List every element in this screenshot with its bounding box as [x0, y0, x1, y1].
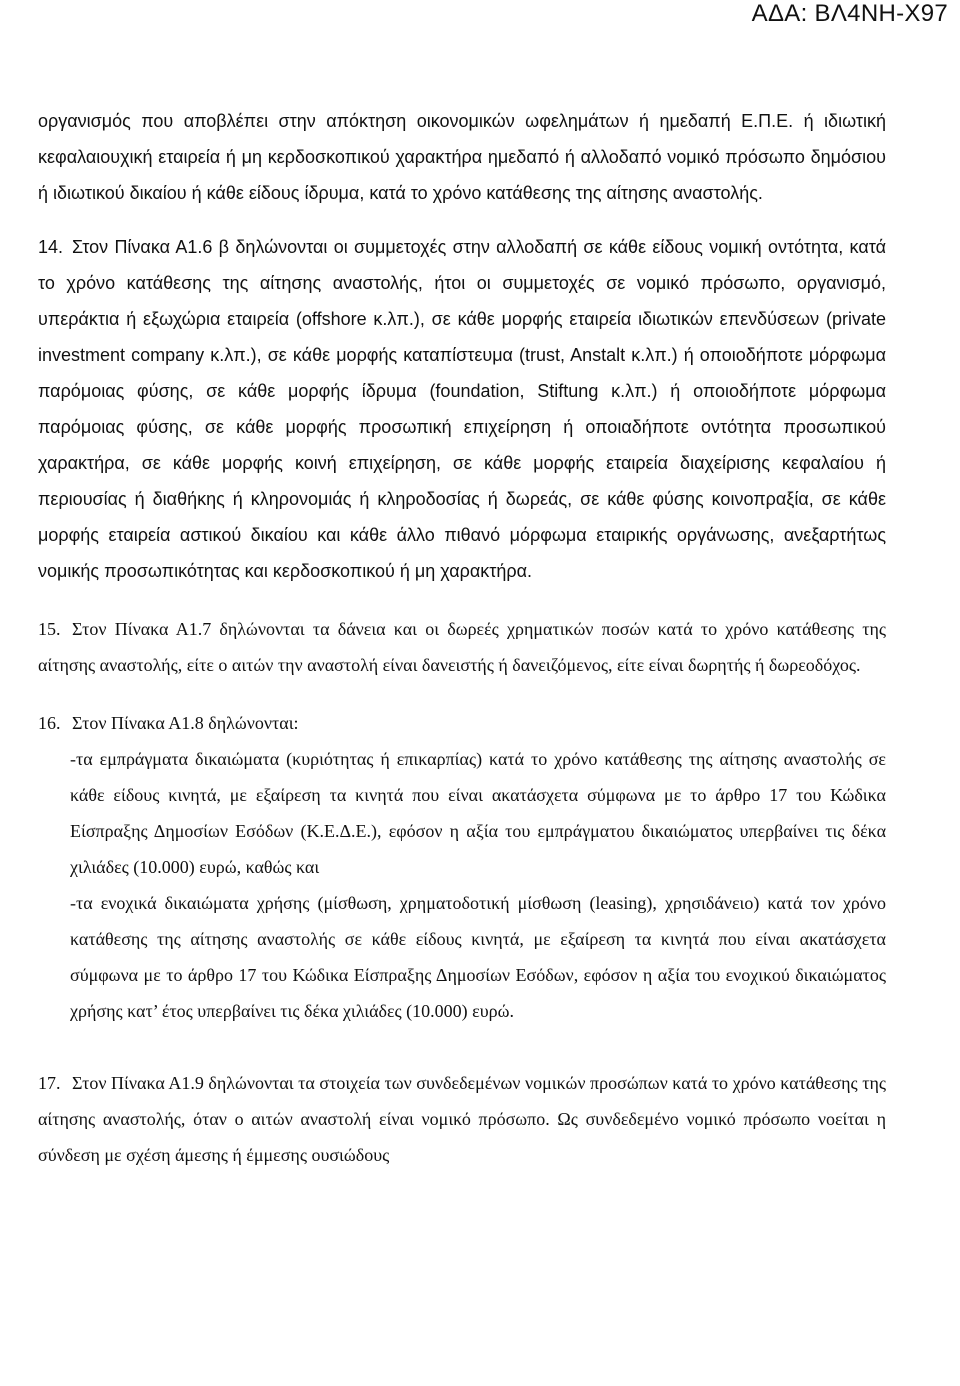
- paragraph-16: [38, 705, 886, 741]
- paragraph-14-text: Στον Πίνακα Α1.6 β δηλώνονται οι συμμετοχές στην αλλοδαπή σε κάθε είδους νομική οντότητα, κατά το χρόνο κατάθεσης της αίτησης αναστολής, ήτοι οι συμμετοχές σε νομικό πρόσωπο, οργανισμό, υπεράκτια ή εξωχώρια εταιρεία (offshore κ.λπ.), σε κάθε μορφής εταιρεία ιδιωτικών επενδύσεων (private investment company κ.λπ.), σε κάθε μορφής καταπίστευμα (trust, Anstalt κ.λπ.) ή οποιοδήποτε μόρφωμα παρόμοιας φύσης, σε κάθε μορφής ίδρυμα (foundation, Stiftung κ.λπ.) ή οποιοδήποτε μόρφωμα παρόμοιας φύσης, σε κάθε μορφής προσωπική επιχείρηση ή οποιαδήποτε οντότητα προσωπικού χαρακτήρα, σε κάθε μορφής κοινή επιχείρηση, σε κάθε μορφής εταιρεία διαχείρισης κεφαλαίου ή περιουσίας ή διαθήκης ή κληρονομιάς ή κληροδοσίας ή δωρεάς, σε κάθε φύσης κοινοπραξία, σε κάθε μορφής εταιρεία αστικού δικαίου και κάθε άλλο πιθανό μόρφωμα εταιρικής οργάνωσης, ανεξαρτήτως νομικής προσωπικότητας και κερδοσκοπικού ή μη χαρακτήρα.: [38, 237, 886, 581]
- document-ada-code: ΑΔΑ: ΒΛ4ΝΗ-Χ97: [751, 0, 948, 27]
- paragraph-16-item-contractual-rights: -τα ενοχικά δικαιώματα χρήσης (μίσθωση, χρηματοδοτική μίσθωση (leasing), χρησιδάνειο) κατά τον χρόνο κατάθεσης της αίτησης αναστολής σε κάθε είδους κινητά, με εξαίρεση τα κινητά που είναι ακατάσχετα σύμφωνα με το άρθρο 17 του Κώδικα Είσπραξης Δημοσίων Εσόδων, εφόσον η αξία του ενοχικού δικαιώματος χρήσης κατ’ έτος υπερβαίνει τις δέκα χιλιάδες (10.000) ευρώ.: [70, 893, 886, 1021]
- paragraph-17-text: Στον Πίνακα Α1.9 δηλώνονται τα στοιχεία των συνδεδεμένων νομικών προσώπων κατά το χρόνο κατάθεσης της αίτησης αναστολής, όταν ο αιτών αναστολή είναι νομικό πρόσωπο. Ως συνδεδεμένο νομικό πρόσωπο νοείται η σύνδεση με σχέση άμεσης ή έμμεσης ουσιώδους: [38, 1073, 886, 1165]
- document-body: [38, 103, 886, 1173]
- paragraph-15-number: 15.: [38, 619, 61, 639]
- paragraph-17: [38, 1065, 886, 1173]
- paragraph-14: [38, 229, 886, 589]
- paragraph-continuation: οργανισμός που αποβλέπει στην απόκτηση οικονομικών ωφελημάτων ή ημεδαπή Ε.Π.Ε. ή ιδιωτική κεφαλαιουχική εταιρεία ή μη κερδοσκοπικού χαρακτήρα ημεδαπό ή αλλοδαπό νομικό πρόσωπο δημόσιου ή ιδιωτικού δικαίου ή κάθε είδους ίδρυμα, κατά το χρόνο κατάθεσης της αίτησης αναστολής.: [38, 111, 886, 203]
- paragraph-15: [38, 611, 886, 683]
- paragraph-16-number: 16.: [38, 713, 61, 733]
- paragraph-16-item-real-rights: -τα εμπράγματα δικαιώματα (κυριότητας ή επικαρπίας) κατά το χρόνο κατάθεσης της αίτησης αναστολής σε κάθε είδους κινητά, με εξαίρεση τα κινητά που είναι ακατάσχετα σύμφωνα με το άρθρο 17 του Κώδικα Είσπραξης Δημοσίων Εσόδων (Κ.Ε.Δ.Ε.), εφόσον η αξία του εμπράγματου δικαιώματος υπερβαίνει τις δέκα χιλιάδες (10.000) ευρώ, καθώς και: [70, 749, 886, 877]
- paragraph-16-text: Στον Πίνακα Α1.8 δηλώνονται:: [72, 713, 299, 733]
- paragraph-15-text: Στον Πίνακα Α1.7 δηλώνονται τα δάνεια και οι δωρεές χρηματικών ποσών κατά το χρόνο κατάθεσης της αίτησης αναστολής, είτε ο αιτών την αναστολή είναι δανειστής ή δανειζόμενος, είτε είναι δωρητής ή δωρεοδόχος.: [38, 619, 886, 675]
- paragraph-16-list: [70, 741, 886, 1029]
- paragraph-14-number: 14.: [38, 237, 64, 257]
- paragraph-17-number: 17.: [38, 1073, 61, 1093]
